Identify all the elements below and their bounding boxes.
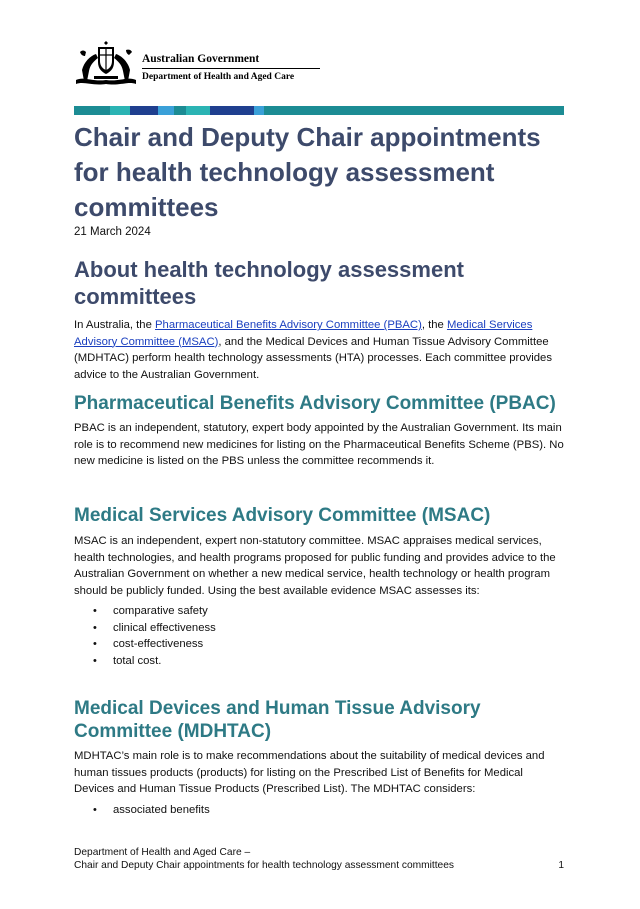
list-item: • comparative safety — [113, 603, 564, 620]
page-footer — [74, 846, 564, 872]
stripe-segment — [110, 106, 130, 115]
pbac-heading: Pharmaceutical Benefits Advisory Committee (PBAC) — [74, 393, 556, 414]
about-section — [74, 256, 564, 383]
header-stripe — [74, 106, 564, 115]
logo-divider — [142, 68, 320, 69]
mdhtac-criteria-list — [74, 802, 564, 819]
publication-date: 21 March 2024 — [74, 226, 151, 238]
stripe-segment — [130, 106, 158, 115]
stripe-segment — [210, 106, 254, 115]
footer-department: Department of Health and Aged Care – — [74, 847, 251, 858]
stripe-segment — [254, 106, 264, 115]
government-logo — [74, 40, 334, 92]
stripe-segment — [264, 106, 374, 115]
pbac-section — [74, 392, 564, 470]
mdhtac-paragraph: MDHTAC’s main role is to make recommendations about the suitability of medical devices and human tissues products (products) for listing on the Prescribed List of Benefits for Medical Devices and Human Tissue Products (Prescribed List). The MDHTAC considers: — [74, 750, 545, 795]
stripe-segment — [74, 106, 110, 115]
page-title: Chair and Deputy Chair appointments for health technology assessment committees — [74, 122, 541, 222]
list-item: • total cost. — [113, 653, 564, 670]
list-item: • associated benefits — [113, 802, 564, 819]
pbac-link[interactable]: Pharmaceutical Benefits Advisory Committee (PBAC) — [155, 319, 422, 331]
about-heading: About health technology assessment committees — [74, 257, 464, 309]
list-item: • clinical effectiveness — [113, 620, 564, 637]
page-number: 1 — [558, 860, 564, 871]
government-name: Australian Government — [142, 53, 260, 65]
coat-of-arms-icon — [74, 40, 138, 88]
msac-paragraph: MSAC is an independent, expert non-statutory committee. MSAC appraises medical services, health technologies, and health programs proposed for public funding and provides advice to the Australian Government on whether a new medical service, health technology or health program should be publicly funded. Using the best available evidence MSAC assesses its: — [74, 535, 556, 597]
stripe-segment — [158, 106, 174, 115]
msac-criteria-list — [74, 603, 564, 669]
msac-link[interactable]: Medical Services Advisory Committee (MSAC) — [74, 319, 533, 348]
stripe-segment — [174, 106, 186, 115]
mdhtac-heading: Medical Devices and Human Tissue Advisory Committee (MDHTAC) — [74, 698, 481, 742]
stripe-segment — [186, 106, 210, 115]
department-name: Department of Health and Aged Care — [142, 72, 295, 82]
stripe-segment — [374, 106, 564, 115]
msac-section — [74, 504, 564, 669]
about-paragraph: In Australia, the Pharmaceutical Benefits Advisory Committee (PBAC), the Medical Services Advisory Committee (MSAC), and the Medical Devices and Human Tissue Advisory Committee (MDHTAC) perform health technology assessments (HTA) processes. Each committee provides advice to the Australian Government. — [74, 319, 552, 381]
footer-title: Chair and Deputy Chair appointments for health technology assessment committees — [74, 860, 454, 871]
msac-heading: Medical Services Advisory Committee (MSAC) — [74, 505, 491, 526]
pbac-paragraph: PBAC is an independent, statutory, expert body appointed by the Australian Government. Its main role is to recommend new medicines for listing on the Pharmaceutical Benefits Scheme (PBS). No new medicine is listed on the PBS unless the committee recommends it. — [74, 422, 564, 467]
list-item: • cost-effectiveness — [113, 636, 564, 653]
mdhtac-section — [74, 697, 564, 818]
